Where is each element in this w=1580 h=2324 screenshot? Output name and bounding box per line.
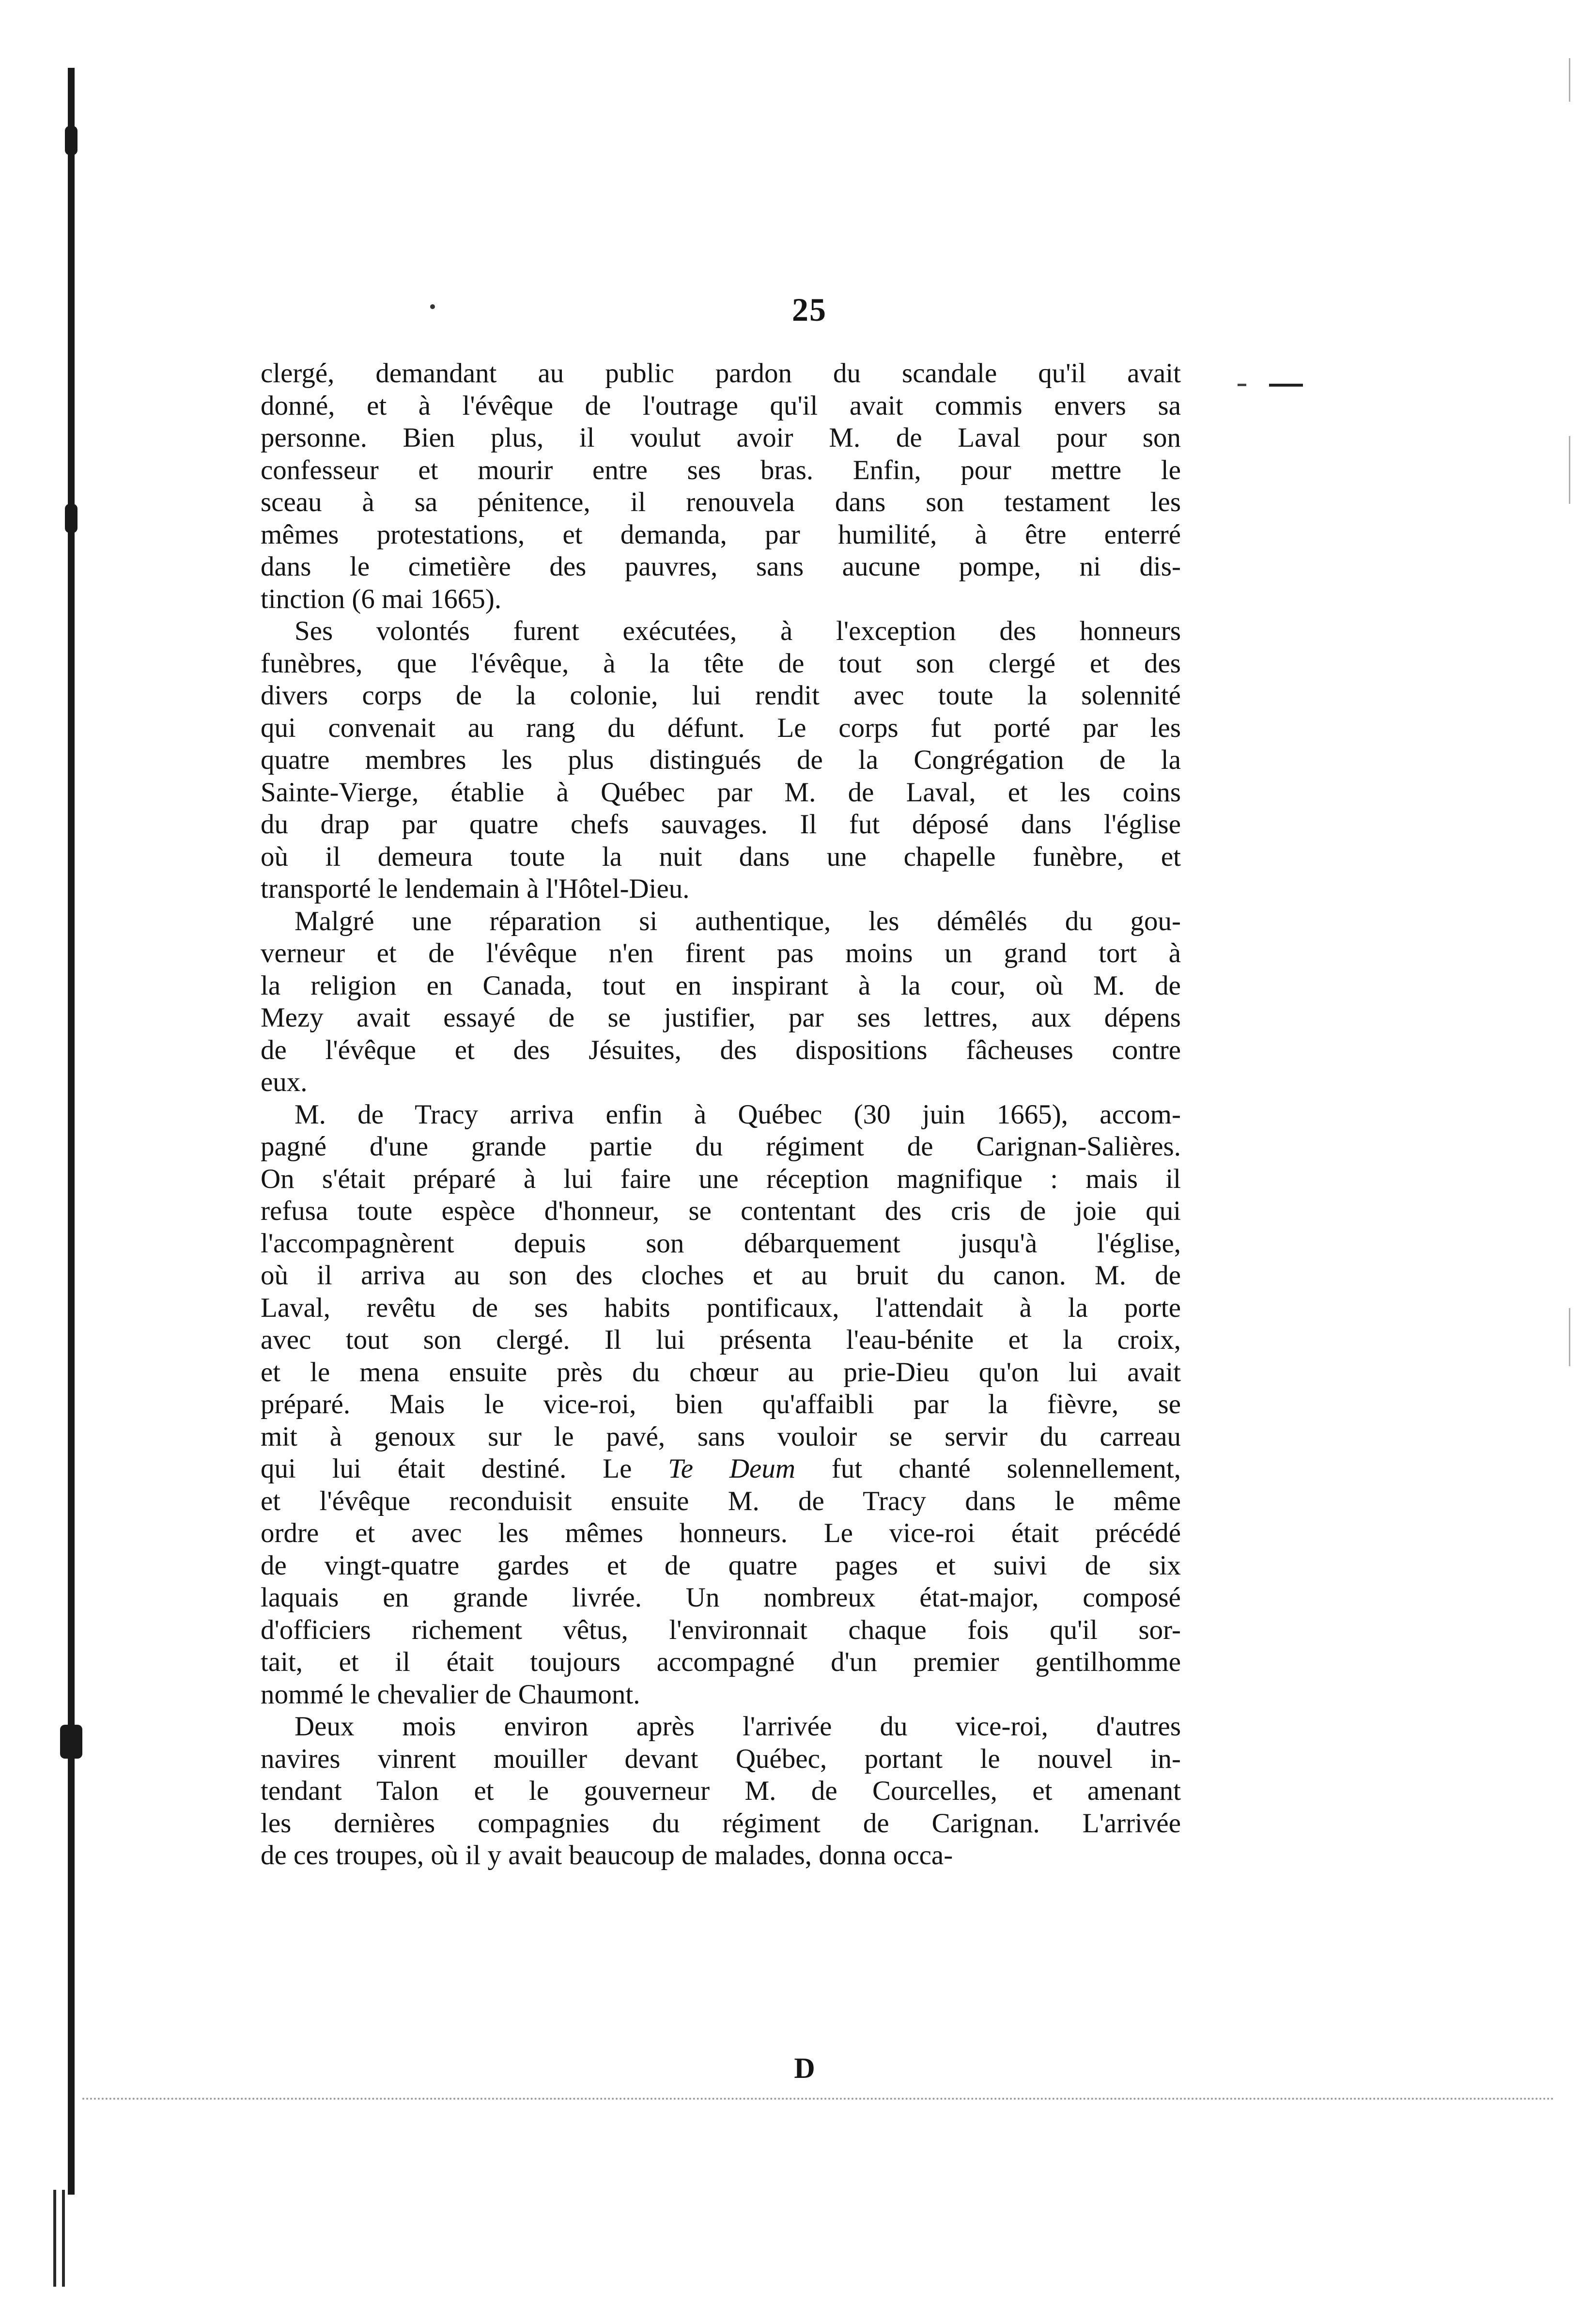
text-line: quatre membres les plus distingués de la Congrégation de la <box>261 745 1181 775</box>
binding-notch <box>60 1725 82 1759</box>
text-line: de vingt-quatre gardes et de quatre pages et suivi de six <box>261 1550 1181 1581</box>
text-line: donné, et à l'évêque de l'outrage qu'il avait commis envers sa <box>261 390 1181 421</box>
text-line: personne. Bien plus, il voulut avoir M. de Laval pour son <box>261 422 1181 453</box>
text-line: Sainte-Vierge, établie à Québec par M. de Laval, et les coins <box>261 777 1181 808</box>
binding-notch <box>65 126 77 155</box>
text-line: tait, et il était toujours accompagné d'un premier gentilhomme <box>261 1647 1181 1677</box>
text-line: mit à genoux sur le pavé, sans vouloir se servir du carreau <box>261 1421 1181 1452</box>
bottom-rule <box>82 2098 1555 2100</box>
text-line: dans le cimetière des pauvres, sans aucune pompe, ni dis- <box>261 551 1181 582</box>
text-line: tinction (6 mai 1665). <box>261 583 502 614</box>
text-line: clergé, demandant au public pardon du scandale qu'il avait <box>261 358 1181 389</box>
text-line: Ses volontés furent exécutées, à l'exception des honneurs <box>294 616 1181 646</box>
text-line: et le mena ensuite près du chœur au prie-Dieu qu'on lui avait <box>261 1357 1181 1388</box>
signature-mark: D <box>794 2052 815 2084</box>
margin-mark <box>1238 384 1246 386</box>
text-line: transporté le lendemain à l'Hôtel-Dieu. <box>261 873 690 904</box>
text-line: laquais en grande livrée. Un nombreux état-major, composé <box>261 1582 1181 1613</box>
text-line: les dernières compagnies du régiment de Carignan. L'arrivée <box>261 1808 1181 1839</box>
text-line: refusa toute espèce d'honneur, se contentant des cris de joie qui <box>261 1196 1181 1226</box>
text-line: ordre et avec les mêmes honneurs. Le vice-roi était précédé <box>261 1518 1181 1548</box>
binding-tail <box>53 2190 56 2287</box>
paragraph <box>261 358 1181 615</box>
text-line: Deux mois environ après l'arrivée du vice-roi, d'autres <box>294 1711 1181 1742</box>
text-line: de l'évêque et des Jésuites, des dispositions fâcheuses contre <box>261 1034 1181 1065</box>
italic-phrase: Te Deum <box>668 1453 796 1484</box>
page-number: 25 <box>792 291 827 328</box>
text-line: où il arriva au son des cloches et au bruit du canon. M. de <box>261 1260 1181 1291</box>
text-line: divers corps de la colonie, lui rendit avec toute la solennité <box>261 680 1181 711</box>
text-line: mêmes protestations, et demanda, par humilité, à être enterré <box>261 519 1181 550</box>
text-line: pagné d'une grande partie du régiment de Carignan-Salières. <box>261 1131 1181 1162</box>
binding-notch <box>65 504 77 533</box>
text-line: verneur et de l'évêque n'en firent pas moins un grand tort à <box>261 938 1181 968</box>
binding-edge <box>68 68 75 2195</box>
text-line: préparé. Mais le vice-roi, bien qu'affaibli par la fièvre, se <box>261 1389 1181 1419</box>
paragraph <box>261 615 1181 905</box>
margin-mark <box>1269 384 1303 387</box>
text-line: confesseur et mourir entre ses bras. Enfin, pour mettre le <box>261 454 1181 485</box>
text-line: et l'évêque reconduisit ensuite M. de Tracy dans le même <box>261 1485 1181 1516</box>
text-line: Laval, revêtu de ses habits pontificaux, l'attendait à la porte <box>261 1292 1181 1323</box>
text-line: sceau à sa pénitence, il renouvela dans son testament les <box>261 487 1181 517</box>
paragraph <box>261 905 1181 1099</box>
text-line: eux. <box>261 1067 308 1097</box>
text-line: funèbres, que l'évêque, à la tête de tout son clergé et des <box>261 648 1181 679</box>
text-line: M. de Tracy arriva enfin à Québec (30 juin 1665), accom- <box>294 1099 1181 1130</box>
text-line: nommé le chevalier de Chaumont. <box>261 1679 640 1710</box>
text-line: On s'était préparé à lui faire une réception magnifique : mais il <box>261 1163 1181 1194</box>
page-edge-speck <box>1569 1308 1570 1366</box>
text-line: la religion en Canada, tout en inspirant à la cour, où M. de <box>261 970 1181 1001</box>
text-line: où il demeura toute la nuit dans une chapelle funèbre, et <box>261 841 1181 872</box>
text-line: du drap par quatre chefs sauvages. Il fut déposé dans l'église <box>261 809 1181 840</box>
paragraph <box>261 1711 1181 1872</box>
page-edge-speck <box>1569 58 1570 102</box>
paragraph <box>261 1099 1181 1711</box>
text-line: Mezy avait essayé de se justifier, par ses lettres, aux dépens <box>261 1002 1181 1033</box>
text-line: tendant Talon et le gouverneur M. de Courcelles, et amenant <box>261 1776 1181 1806</box>
text-line: avec tout son clergé. Il lui présenta l'eau-bénite et la croix, <box>261 1325 1181 1355</box>
text-line: de ces troupes, où il y avait beaucoup de malades, donna occa- <box>261 1840 953 1871</box>
text-line: navires vinrent mouiller devant Québec, portant le nouvel in- <box>261 1743 1181 1774</box>
body-text <box>261 358 1181 1872</box>
text-line: qui lui était destiné. Le Te Deum fut chanté solennellement, <box>261 1453 1181 1484</box>
page-edge-speck <box>1569 436 1570 504</box>
text-line: Malgré une réparation si authentique, les démêlés du gou- <box>294 905 1181 936</box>
text-line: qui convenait au rang du défunt. Le corps fut porté par les <box>261 712 1181 743</box>
text-line: d'officiers richement vêtus, l'environnait chaque fois qu'il sor- <box>261 1614 1181 1645</box>
binding-tail <box>62 2190 65 2287</box>
text-line: l'accompagnèrent depuis son débarquement jusqu'à l'église, <box>261 1228 1181 1259</box>
